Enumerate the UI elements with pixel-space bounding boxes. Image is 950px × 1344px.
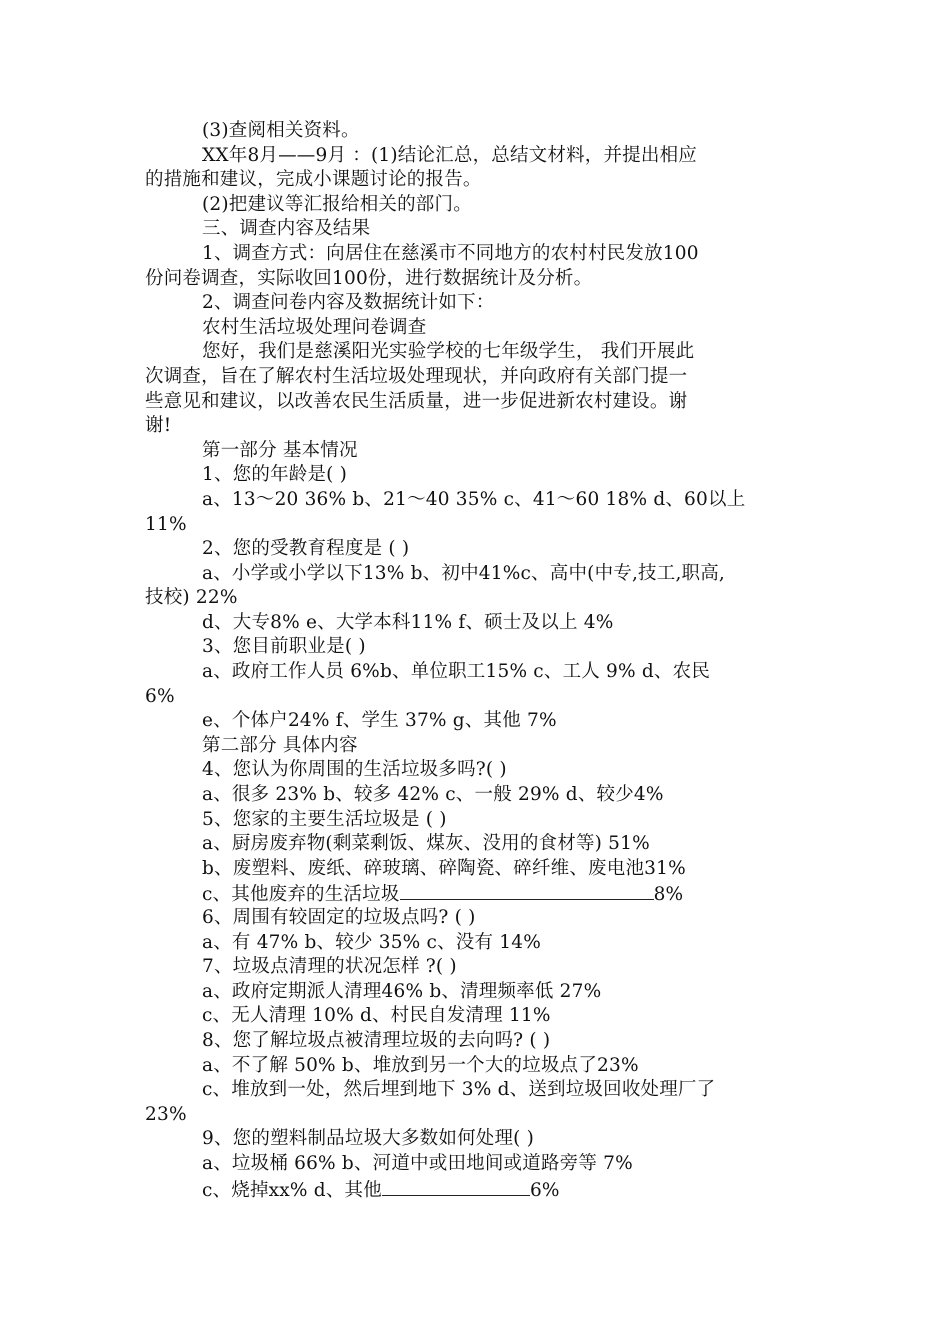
survey-title: 农村生活垃圾处理问卷调查 xyxy=(202,316,427,338)
answer-options: a、小学或小学以下13% b、初中41%c、高中(中专,技工,职高, xyxy=(202,562,726,584)
option-percent: 8% xyxy=(653,884,684,906)
part-heading: 第一部分 基本情况 xyxy=(202,439,358,461)
option-text: c、其他废弃的生活垃圾 xyxy=(202,884,400,906)
answer-options: a、政府工作人员 6%b、单位职工15% c、工人 9% d、农民 xyxy=(202,661,711,683)
question: 7、垃圾点清理的状况怎样 ?( ) xyxy=(202,956,457,978)
document-body xyxy=(145,119,815,1201)
answer-options: a、13～20 36% b、21～40 35% c、41～60 18% d、60以上 xyxy=(202,488,746,510)
question: 6、周围有较固定的垃圾点吗? ( ) xyxy=(202,907,476,928)
answer-options: 6% xyxy=(145,685,175,707)
text-line: 的措施和建议，完成小课题讨论的报告。 xyxy=(145,169,482,191)
text-line: 2、调查问卷内容及数据统计如下： xyxy=(202,292,495,314)
answer-options: b、废塑料、废纸、碎玻璃、碎陶瓷、碎纤维、废电池31% xyxy=(202,857,686,879)
blank-underline xyxy=(382,1177,530,1196)
section-heading: 三、调查内容及结果 xyxy=(202,218,371,240)
answer-options xyxy=(145,1177,815,1202)
question: 4、您认为你周围的生活垃圾多吗?( ) xyxy=(202,759,507,781)
question: 1、您的年龄是( ) xyxy=(202,464,348,486)
question: 9、您的塑料制品垃圾大多数如何处理( ) xyxy=(202,1128,535,1150)
question: 5、您家的主要生活垃圾是 ( ) xyxy=(202,808,447,830)
answer-options: a、有 47% b、较少 35% c、没有 14% xyxy=(202,931,541,953)
answer-options: d、大专8% e、大学本科11% f、硕士及以上 4% xyxy=(202,611,614,633)
question: 2、您的受教育程度是 ( ) xyxy=(202,538,410,560)
answer-options: 11% xyxy=(145,513,187,535)
text-line: 谢! xyxy=(145,415,172,437)
answer-options: 技校) 22% xyxy=(145,587,238,609)
text-line: 您好，我们是慈溪阳光实验学校的七年级学生， 我们开展此 xyxy=(202,341,695,363)
answer-options: a、不了解 50% b、堆放到另一个大的垃圾点了23% xyxy=(202,1054,639,1076)
answer-options: a、垃圾桶 66% b、河道中或田地间或道路旁等 7% xyxy=(202,1152,633,1174)
answer-options xyxy=(145,881,815,906)
text-line: (3)查阅相关资料。 xyxy=(202,120,360,141)
answer-options: c、堆放到一处，然后埋到地下 3% d、送到垃圾回收处理厂了 xyxy=(202,1079,716,1101)
text-line: 次调查，旨在了解农村生活垃圾处理现状，并向政府有关部门提一 xyxy=(145,365,688,387)
answer-options: 23% xyxy=(145,1103,187,1125)
answer-options: a、政府定期派人清理46% b、清理频率低 27% xyxy=(202,980,602,1002)
answer-options: a、很多 23% b、较多 42% c、一般 29% d、较少4% xyxy=(202,784,664,806)
question: 3、您目前职业是( ) xyxy=(202,636,366,658)
answer-options: a、厨房废弃物(剩菜剩饭、煤灰、没用的食材等) 51% xyxy=(202,833,650,855)
option-percent: 6% xyxy=(529,1179,560,1201)
blank-underline xyxy=(400,881,654,900)
text-line: 份问卷调查，实际收回100份，进行数据统计及分析。 xyxy=(145,267,593,289)
part-heading: 第二部分 具体内容 xyxy=(202,734,358,756)
option-text: c、烧掉xx% d、其他 xyxy=(202,1179,382,1201)
text-line: XX年8月——9月 ：(1)结论汇总，总结文材料，并提出相应 xyxy=(202,144,697,166)
answer-options: e、个体户24% f、学生 37% g、其他 7% xyxy=(202,710,557,732)
text-line: 1、调查方式：向居住在慈溪市不同地方的农村村民发放100 xyxy=(202,242,699,264)
answer-options: c、无人清理 10% d、村民自发清理 11% xyxy=(202,1005,551,1027)
text-line: 些意见和建议，以改善农民生活质量，进一步促进新农村建设。谢 xyxy=(145,390,688,412)
text-line: (2)把建议等汇报给相关的部门。 xyxy=(202,193,472,215)
question: 8、您了解垃圾点被清理垃圾的去向吗? ( ) xyxy=(202,1029,551,1051)
